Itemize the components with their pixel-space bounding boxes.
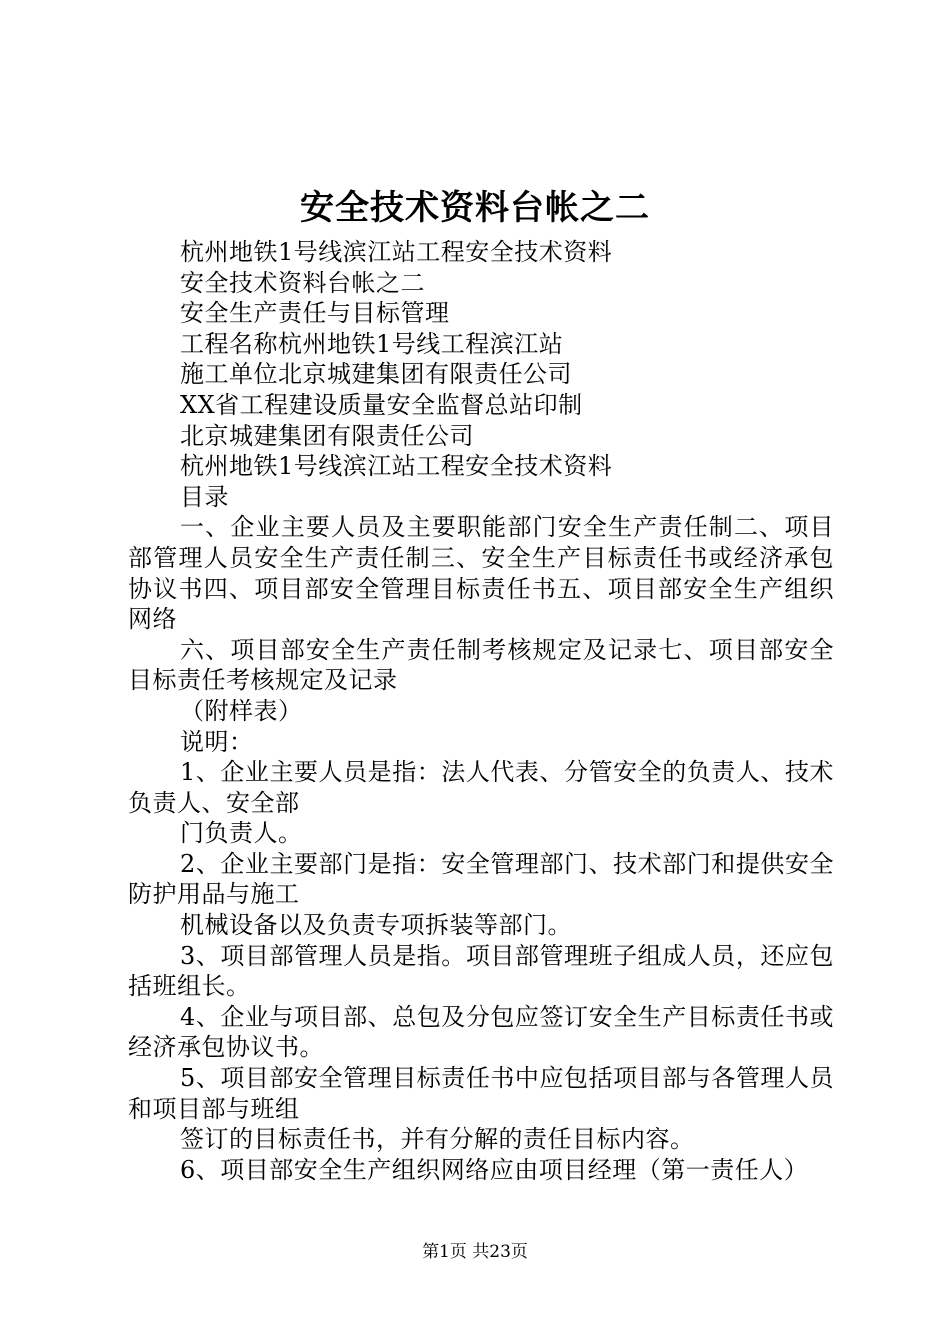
- paragraph: 安全技术资料台帐之二: [180, 268, 425, 297]
- document-body: [128, 237, 834, 1185]
- paragraph: 4、企业与项目部、总包及分包应签订安全生产目标责任书或经济承包协议书。: [128, 1002, 834, 1062]
- paragraph: 5、项目部安全管理目标责任书中应包括项目部与各管理人员和项目部与班组: [128, 1064, 834, 1123]
- page-footer: 第1页 共23页: [422, 1242, 528, 1262]
- paragraph: 目录: [180, 482, 229, 511]
- paragraph: 施工单位北京城建集团有限责任公司: [180, 360, 572, 389]
- paragraph: 1、企业主要人员是指：法人代表、分管安全的负责人、技术负责人、安全部: [128, 758, 834, 817]
- paragraph: 安全生产责任与目标管理: [180, 299, 450, 328]
- paragraph: XX省工程建设质量安全监督总站印制: [180, 390, 583, 419]
- paragraph: 六、项目部安全生产责任制考核规定及记录七、项目部安全目标责任考核规定及记录: [128, 635, 834, 695]
- document-title: 安全技术资料台帐之二: [300, 188, 650, 228]
- paragraph: 2、企业主要部门是指：安全管理部门、技术部门和提供安全防护用品与施工: [128, 849, 834, 909]
- paragraph: 北京城建集团有限责任公司: [180, 421, 474, 450]
- paragraph: 签订的目标责任书，并有分解的责任目标内容。: [180, 1125, 695, 1154]
- paragraph: 杭州地铁1号线滨江站工程安全技术资料: [180, 238, 613, 266]
- paragraph: 一、企业主要人员及主要职能部门安全生产责任制二、项目部管理人员安全生产责任制三、安全生产目标责任书或经济承包协议书四、项目部安全管理目标责任书五、项目部安全生产组织网络: [128, 513, 834, 634]
- paragraph: 机械设备以及负责专项拆装等部门。: [180, 911, 572, 940]
- paragraph: 3、项目部管理人员是指。项目部管理班子组成人员，还应包括班组长。: [128, 941, 834, 1001]
- paragraph: 工程名称杭州地铁1号线工程滨江站: [180, 329, 564, 358]
- paragraph: 说明：: [180, 727, 254, 756]
- paragraph: 6、项目部安全生产组织网络应由项目经理（第一责任人）: [180, 1155, 809, 1184]
- paragraph: 门负责人。: [180, 819, 303, 848]
- paragraph: 杭州地铁1号线滨江站工程安全技术资料: [180, 452, 613, 481]
- paragraph: （附样表）: [180, 696, 303, 725]
